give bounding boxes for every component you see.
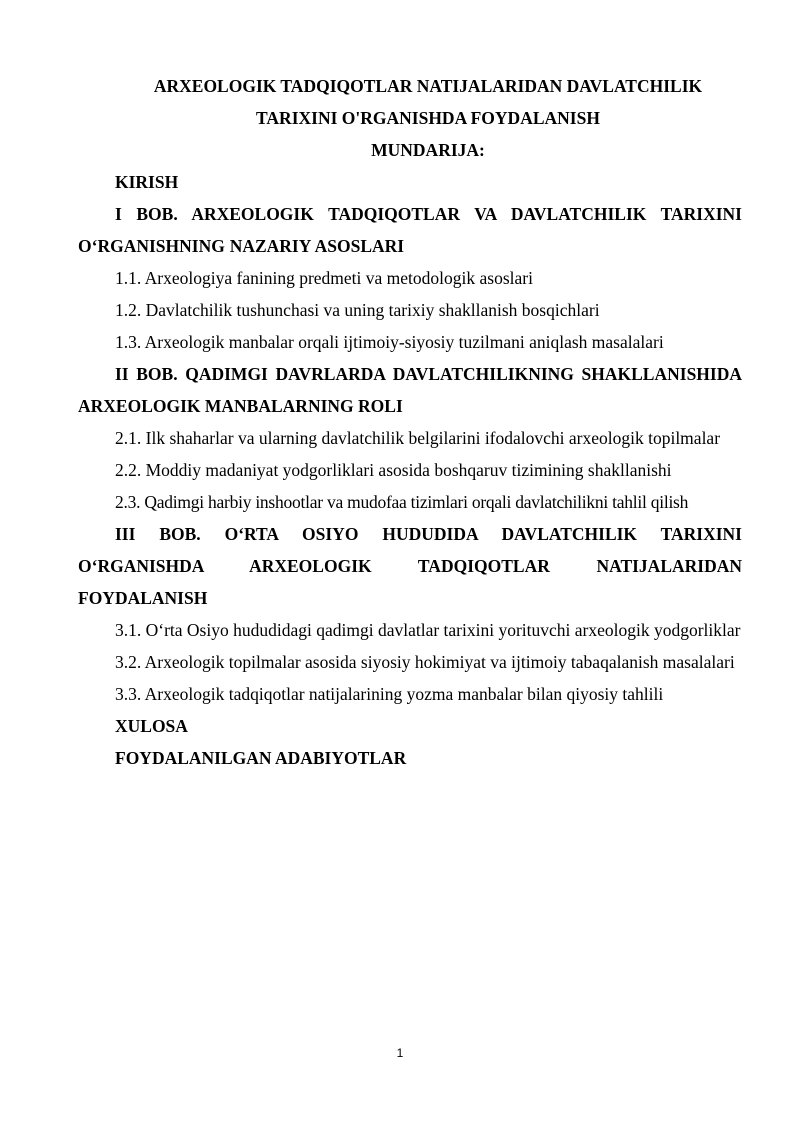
document-title	[78, 70, 742, 166]
toc-references: FOYDALANILGAN ADABIYOTLAR	[115, 748, 407, 768]
toc-section-2-1: 2.1. Ilk shaharlar va ularning davlatchilik belgilarini ifodalovchi arxeologik topilmalar	[115, 428, 721, 448]
toc-section-1-2: 1.2. Davlatchilik tushunchasi va uning tarixiy shakllanish bosqichlari	[115, 300, 600, 320]
title-line-1: ARXEOLOGIK TADQIQOTLAR NATIJALARIDAN DAVLATCHILIK	[153, 76, 703, 96]
toc-section-2-3: 2.3. Qadimgi harbiy inshootlar va mudofaa tizimlari orqali davlatchilikni tahlil qilish	[115, 492, 689, 512]
page-number: 1	[396, 1046, 404, 1060]
toc-chapter-3: III BOB. O‘RTA OSIYO HUDUDIDA DAVLATCHILIK TARIXINI O‘RGANISHDA ARXEOLOGIK TADQIQOTLAR NATIJALARIDAN FOYDALANISH	[78, 524, 742, 608]
toc-section-1-3: 1.3. Arxeologik manbalar orqali ijtimoiy-siyosiy tuzilmani aniqlash masalalari	[115, 332, 664, 352]
toc-chapter-1: I BOB. ARXEOLOGIK TADQIQOTLAR VA DAVLATCHILIK TARIXINI O‘RGANISHNING NAZARIY ASOSLARI	[78, 204, 742, 256]
toc-heading: MUNDARIJA:	[371, 140, 485, 160]
toc-section-3-1: 3.1. O‘rta Osiyo hududidagi qadimgi davlatlar tarixini yorituvchi arxeologik yodgorliklar	[115, 620, 741, 640]
toc-conclusion: XULOSA	[115, 716, 188, 736]
toc-chapter-2: II BOB. QADIMGI DAVRLARDA DAVLATCHILIKNING SHAKLLANISHIDA ARXEOLOGIK MANBALARNING ROLI	[78, 364, 742, 416]
title-line-2: TARIXINI O'RGANISHDA FOYDALANISH	[256, 108, 600, 128]
toc-section-1-1: 1.1. Arxeologiya fanining predmeti va metodologik asoslari	[115, 268, 533, 288]
toc-intro: KIRISH	[115, 172, 179, 192]
document-page	[78, 70, 742, 774]
toc-section-3-2: 3.2. Arxeologik topilmalar asosida siyosiy hokimiyat va ijtimoiy tabaqalanish masalalari	[115, 652, 735, 672]
toc-section-2-2: 2.2. Moddiy madaniyat yodgorliklari asosida boshqaruv tizimining shakllanishi	[115, 460, 672, 480]
toc-section-3-3: 3.3. Arxeologik tadqiqotlar natijalarining yozma manbalar bilan qiyosiy tahlili	[115, 684, 664, 704]
